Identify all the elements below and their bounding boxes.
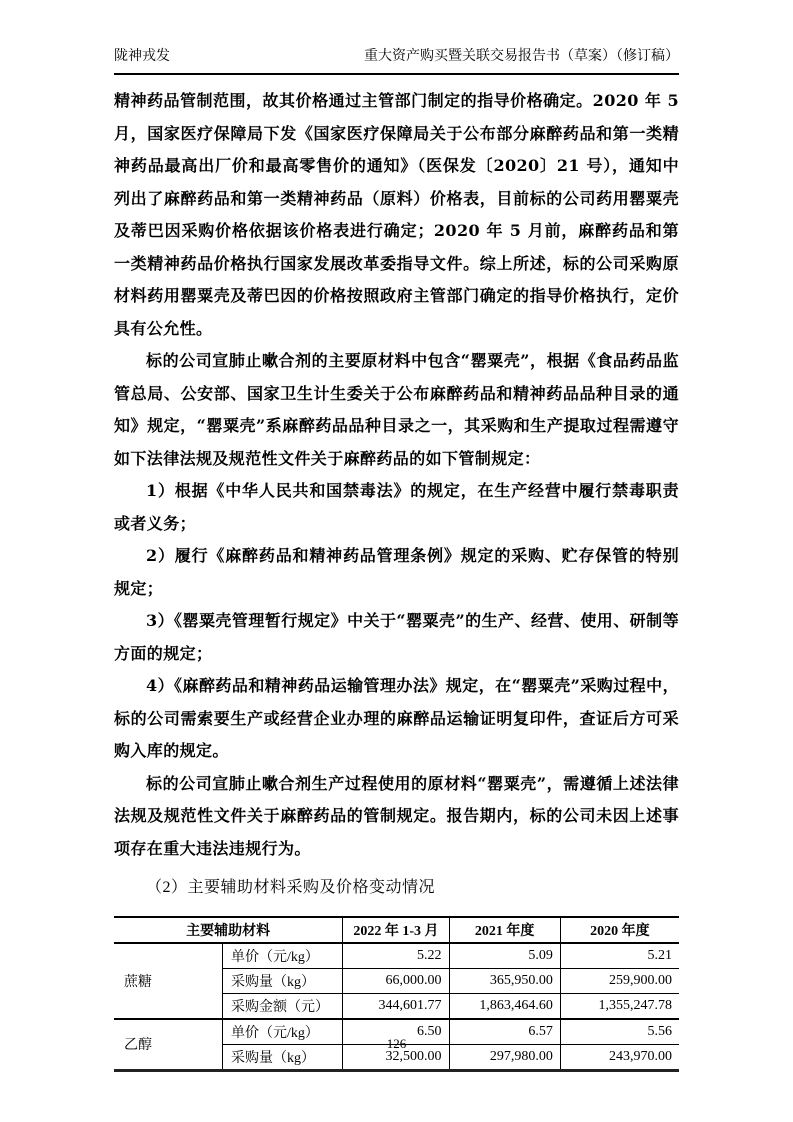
value-cell: 344,601.77 (343, 993, 449, 1019)
list-item-2: 2）履行《麻醉药品和精神药品管理条例》规定的采购、贮存保管的特别规定； (114, 546, 679, 598)
metric-cell: 单价（元/kg） (222, 943, 342, 969)
value-cell: 5.56 (560, 1019, 679, 1045)
metric-cell: 采购量（kg） (222, 968, 342, 993)
metric-cell: 采购金额（元） (222, 993, 342, 1019)
table-row (114, 943, 679, 969)
value-cell: 6.50 (343, 1019, 449, 1045)
table-header-period-2021: 2021 年度 (449, 917, 560, 943)
section-heading: （2）主要辅助材料采购及价格变动情况 (146, 879, 436, 896)
value-cell: 297,980.00 (449, 1044, 560, 1070)
paragraph-continuation: 精神药品管制范围，故其价格通过主管部门制定的指导价格确定。2020 年 5 月，国家医疗保障局下发《国家医疗保障局关于公布部分麻醉药品和第一类精神药品最高出厂价和最高零售价的通知》（医保发〔2020〕21 号），通知中列出了麻醉药品和第一类精神药品（原料）价格表，目前标的公司药用罂粟壳及蒂巴因采购价格依据该价格表进行确定；2020 年 5 月前，麻醉药品和第一类精神药品价格执行国家发展改革委指导文件。综上所述，标的公司采购原材料药用罂粟壳及蒂巴因的价格按照政府主管部门确定的指导价格执行，定价具有公允性。 (114, 91, 679, 338)
value-cell: 1,863,464.60 (449, 993, 560, 1019)
value-cell: 5.09 (449, 943, 560, 969)
material-cell-ethanol: 乙醇 (114, 1019, 222, 1071)
material-cell-sucrose: 蔗糖 (114, 943, 222, 1019)
page-number: 126 (386, 1036, 407, 1051)
value-cell: 5.21 (560, 943, 679, 969)
list-item-1: 1）根据《中华人民共和国禁毒法》的规定，在生产经营中履行禁毒职责或者义务； (114, 481, 679, 533)
metric-cell: 单价（元/kg） (222, 1019, 342, 1045)
value-cell: 1,355,247.78 (560, 993, 679, 1019)
value-cell: 365,950.00 (449, 968, 560, 993)
table-header-materials: 主要辅助材料 (114, 917, 343, 943)
table-header-period-2022: 2022 年 1-3 月 (343, 917, 449, 943)
header-report-title: 重大资产购买暨关联交易报告书（草案）（修订稿） (364, 49, 679, 64)
paragraph-conclusion: 标的公司宣肺止嗽合剂生产过程使用的原材料“罂粟壳”，需遵循上述法律法规及规范性文件关于麻醉药品的管制规定。报告期内，标的公司未因上述事项存在重大违法违规行为。 (114, 773, 679, 858)
list-item-3: 3）《罂粟壳管理暂行规定》中关于“罂粟壳”的生产、经营、使用、研制等方面的规定； (114, 611, 679, 663)
table-header-period-2020: 2020 年度 (560, 917, 679, 943)
page-content (114, 85, 679, 1072)
value-cell: 32,500.00 (343, 1044, 449, 1070)
value-cell: 259,900.00 (560, 968, 679, 993)
value-cell: 66,000.00 (343, 968, 449, 993)
table-header-row (114, 917, 679, 943)
page-header (114, 47, 679, 75)
value-cell: 243,970.00 (560, 1044, 679, 1070)
metric-cell: 采购量（kg） (222, 1044, 342, 1070)
value-cell: 5.22 (343, 943, 449, 969)
header-company-name: 陇神戎发 (114, 49, 170, 64)
paragraph: 标的公司宣肺止嗽合剂的主要原材料中包含“罂粟壳”，根据《食品药品监管总局、公安部、国家卫生计生委关于公布麻醉药品和精神药品品种目录的通知》规定，“罂粟壳”系麻醉药品品种目录之一，其采购和生产提取过程需遵守如下法律法规及规范性文件关于麻醉药品的如下管制规定： (114, 351, 679, 468)
list-item-4: 4）《麻醉药品和精神药品运输管理办法》规定，在“罂粟壳”采购过程中，标的公司需索要生产或经营企业办理的麻醉品运输证明复印件，查证后方可采购入库的规定。 (114, 676, 679, 760)
value-cell: 6.57 (449, 1019, 560, 1045)
